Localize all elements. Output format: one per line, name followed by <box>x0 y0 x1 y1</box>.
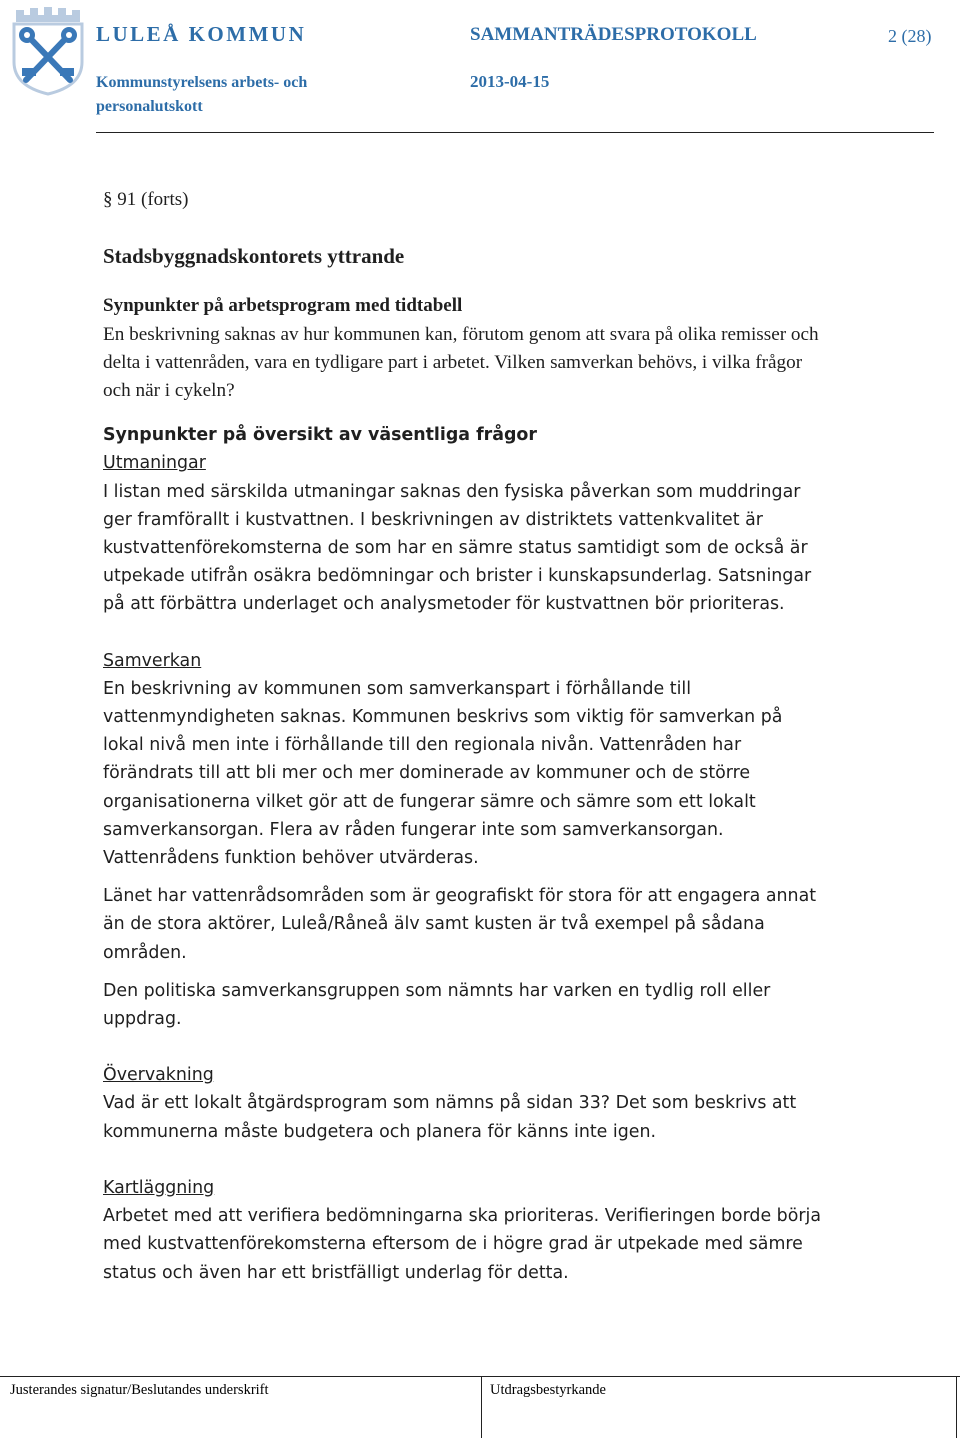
header-divider <box>96 132 934 133</box>
heading-oversikt: Synpunkter på översikt av väsentliga frågor <box>103 425 537 446</box>
document-body <box>103 186 823 1287</box>
committee-name: Kommunstyrelsens arbets- och personalutskott <box>96 74 308 115</box>
subheading-utmaningar: Utmaningar <box>103 453 206 474</box>
paragraph-samverkan-2: Länet har vattenrådsområden som är geografiskt för stora för att engagera annat än de stora aktörer, Luleå/Råneå älv samt kusten är två exempel på sådana områden. <box>103 886 817 963</box>
subheading-overvakning: Övervakning <box>103 1065 214 1086</box>
organization-name: LULEÅ KOMMUN <box>96 22 307 46</box>
certified-label: Utdragsbestyrkande <box>490 1382 606 1398</box>
signature-label: Justerandes signatur/Beslutandes underskrift <box>10 1382 269 1398</box>
paragraph-utmaningar: I listan med särskilda utmaningar saknas den fysiska påverkan som muddringar ger framförallt i kustvattnen. I beskrivningen av distriktets vattenkvalitet är kustvattenförekomsterna de som har en sämre status samtidigt som de också är utpekade utifrån osäkra bedömningar och brister i kunskapsunderlag. Satsningar på att förbättra underlaget och analysmetoder för kustvattnen bör prioriteras. <box>103 481 812 615</box>
municipal-crest-logo <box>10 4 86 96</box>
heading-arbetsprogram: Synpunkter på arbetsprogram med tidtabell <box>103 295 463 317</box>
section-reference: § 91 (forts) <box>103 189 189 210</box>
subheading-kartlaggning: Kartläggning <box>103 1177 215 1198</box>
document-title: Stadsbyggnadskontorets yttrande <box>103 244 405 269</box>
paragraph-overvakning: Vad är ett lokalt åtgärdsprogram som nämns på sidan 33? Det som beskrivs att kommunerna måste budgetera och planera för känns inte igen. <box>103 1093 797 1142</box>
paragraph-kartlaggning: Arbetet med att verifiera bedömningarna ska prioriteras. Verifieringen borde börja med kustvattenförekomsterna eftersom de i högre grad är utpekade med sämre status och även har ett bristfälligt underlag för detta. <box>103 1206 821 1283</box>
page-number: 2 (28) <box>888 26 932 46</box>
subheading-samverkan: Samverkan <box>103 650 202 671</box>
meeting-date: 2013-04-15 <box>470 72 550 91</box>
paragraph-samverkan-3: Den politiska samverkansgruppen som nämnts har varken en tydlig roll eller uppdrag. <box>103 980 771 1030</box>
document-type: SAMMANTRÄDESPROTOKOLL <box>470 24 757 45</box>
paragraph-samverkan-1: En beskrivning av kommunen som samverkanspart i förhållande till vattenmyndigheten saknas. Kommunen beskrivs som viktig för samverkan på lokal nivå men inte i förhållande till den regionala nivån. Vattenråden har förändrats till att bli mer och mer dominerade av kommuner och de större organisationerna vilket gör att de fungerar sämre och sämre som ett lokalt samverkansorgan. Flera av råden fungerar inte som samverkansorgan. Vattenrådens funktion behöver utvärderas. <box>103 678 783 869</box>
paragraph-arbetsprogram: En beskrivning saknas av hur kommunen kan, förutom genom att svara på olika remisser och delta i vattenråden, vara en tydligare part i arbetet. Vilken samverkan behövs, i vilka frågor och när i cykeln? <box>103 323 819 402</box>
